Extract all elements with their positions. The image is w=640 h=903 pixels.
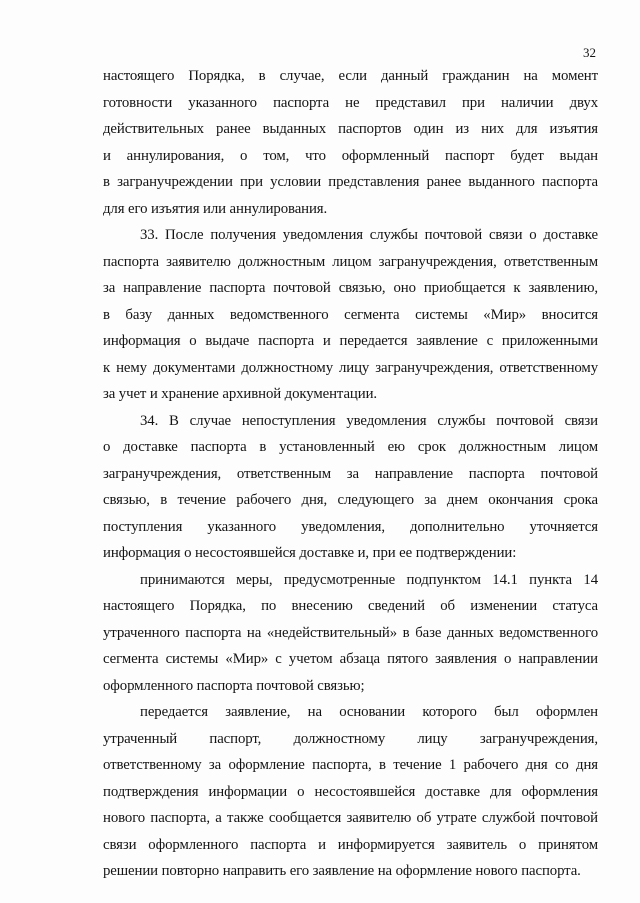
text-line: сегмента системы «Мир» с учетом абзаца пятого заявления о направлении [103,651,598,667]
text-line: за учет и хранение архивной документации. [103,386,377,402]
text-line: в загранучреждении при условии представления ранее выданного паспорта [103,174,598,190]
text-line: 34. В случае непоступления уведомления службы почтовой связи [140,412,598,429]
text-line: для его изъятия или аннулирования. [103,200,328,217]
text-line: поступления указанного уведомления, дополнительно уточняется [103,518,598,535]
text-line: паспорта заявителю должностным лицом загранучреждения, ответственным [103,253,598,270]
text-line: нового паспорта, а также сообщается заявителю об утрате службой почтовой [103,810,598,826]
document-body [103,63,598,885]
text-line: утраченного паспорта на «недействительный» в базе данных ведомственного [103,624,598,641]
text-line: информация о выдаче паспорта и передается заявление с приложенными [103,333,598,349]
text-line: передается заявление, на основании которого был оформлен [140,704,598,720]
text-line: к нему документами должностному лицу загранучреждения, ответственному [103,359,598,376]
text-line: готовности указанного паспорта не представил при наличии двух [103,94,598,111]
text-line: и аннулирования, о том, что оформленный паспорт будет выдан [103,147,598,164]
text-line: о доставке паспорта в установленный ею срок должностным лицом [103,439,598,455]
text-line: принимаются меры, предусмотренные подпунктом 14.1 пункта 14 [140,571,598,588]
text-line: подтверждения информации о несостоявшейся доставке для оформления [103,783,598,800]
page-number: 32 [583,45,596,60]
text-line: настоящего Порядка, в случае, если данный гражданин на момент [103,68,598,84]
text-line: оформленного паспорта почтовой связью; [103,677,365,694]
text-line: связью, в течение рабочего дня, следующего за днем окончания срока [103,492,598,508]
text-line: утраченный паспорт, должностному лицу загранучреждения, [103,730,598,747]
text-line: связи оформленного паспорта и информируется заявитель о принятом [103,836,598,853]
text-line: информация о несостоявшейся доставке и, при ее подтверждении: [103,545,517,561]
text-line: ответственному за оформление паспорта, в течение 1 рабочего дня со дня [103,757,598,773]
text-line: настоящего Порядка, по внесению сведений об изменении статуса [103,598,598,614]
text-line: за направление паспорта почтовой связью, оно приобщается к заявлению, [103,280,598,296]
text-line: 33. После получения уведомления службы почтовой связи о доставке [140,227,598,243]
text-line: в базу данных ведомственного сегмента системы «Мир» вносится [103,306,598,323]
text-line: решении повторно направить его заявление на оформление нового паспорта. [103,863,581,879]
text-line: загранучреждения, ответственным за направление паспорта почтовой [103,465,598,482]
text-line: действительных ранее выданных паспортов один из них для изъятия [103,121,598,137]
